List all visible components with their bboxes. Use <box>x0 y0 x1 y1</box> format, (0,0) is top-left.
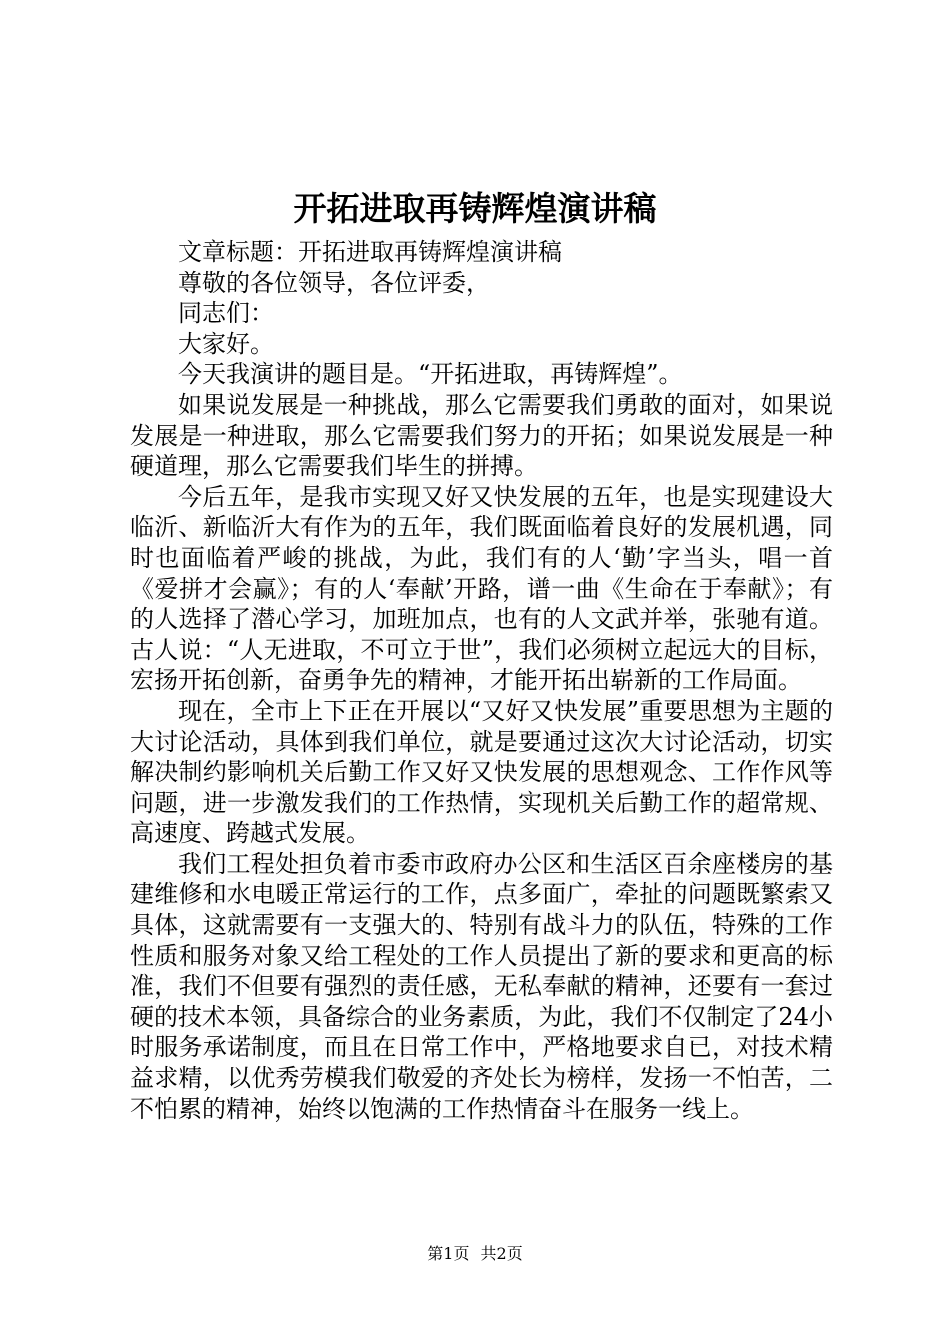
paragraph-discussion: 现在，全市上下正在开展以“又好又快发展”重要思想为主题的大讨论活动，具体到我们单位，就是要通过这次大讨论活动，切实解决制约影响机关后勤工作又好又快发展的思想观念、工作作风等问题，进一步激发我们的工作热情，实现机关后勤工作的超常规、高速度、跨越式发展。 <box>130 696 833 848</box>
paragraph-topic: 今天我演讲的题目是。“开拓进取，再铸辉煌”。 <box>178 360 683 389</box>
page-total: 共2页 <box>480 1244 523 1263</box>
paragraph-five-years: 今后五年，是我市实现又好又快发展的五年，也是实现建设大临沂、新临沂大有作为的五年，我们既面临着良好的发展机遇，同时也面临着严峻的挑战，为此，我们有的人‘勤’字当头，唱一首《爱拼才会赢》；有的人‘奉献’开路，谱一曲《生命在于奉献》；有的人选择了潜心学习，加班加点，也有的人文武并举，张驰有道。古人说：“人无进取，不可立于世”，我们必须树立起远大的目标，宏扬开拓创新，奋勇争先的精神，才能开拓出崭新的工作局面。 <box>130 482 833 695</box>
paragraph-greeting: 大家好。 <box>178 329 274 358</box>
paragraph-engineering-office: 我们工程处担负着市委市政府办公区和生活区百余座楼房的基建维修和水电暖正常运行的工作，点多面广，牵扯的问题既繁索又具体，这就需要有一支强大的、特别有战斗力的队伍，特殊的工作性质和服务对象又给工程处的工作人员提出了新的要求和更高的标准，我们不但要有强烈的责任感，无私奉献的精神，还要有一套过硬的技术本领，具备综合的业务素质，为此，我们不仅制定了24小时服务承诺制度，而且在日常工作中，严格地要求自已，对技术精益求精，以优秀劳模我们敬爱的齐处长为榜样，发扬一不怕苦，二不怕累的精神，始终以饱满的工作热情奋斗在服务一线上。 <box>130 849 833 1123</box>
document-body <box>130 237 833 1124</box>
page-footer <box>0 1244 950 1264</box>
paragraph-salutation: 尊敬的各位领导，各位评委， <box>178 268 490 297</box>
page-number: 第1页 <box>427 1244 470 1263</box>
document-title: 开拓进取再铸辉煌演讲稿 <box>293 189 657 228</box>
paragraph-article-title: 文章标题：开拓进取再铸辉煌演讲稿 <box>178 238 562 266</box>
paragraph-comrades: 同志们： <box>178 299 274 328</box>
paragraph-development: 如果说发展是一种挑战，那么它需要我们勇敢的面对，如果说发展是一种进取，那么它需要我们努力的开拓；如果说发展是一种硬道理，那么它需要我们毕生的拼搏。 <box>130 390 833 481</box>
